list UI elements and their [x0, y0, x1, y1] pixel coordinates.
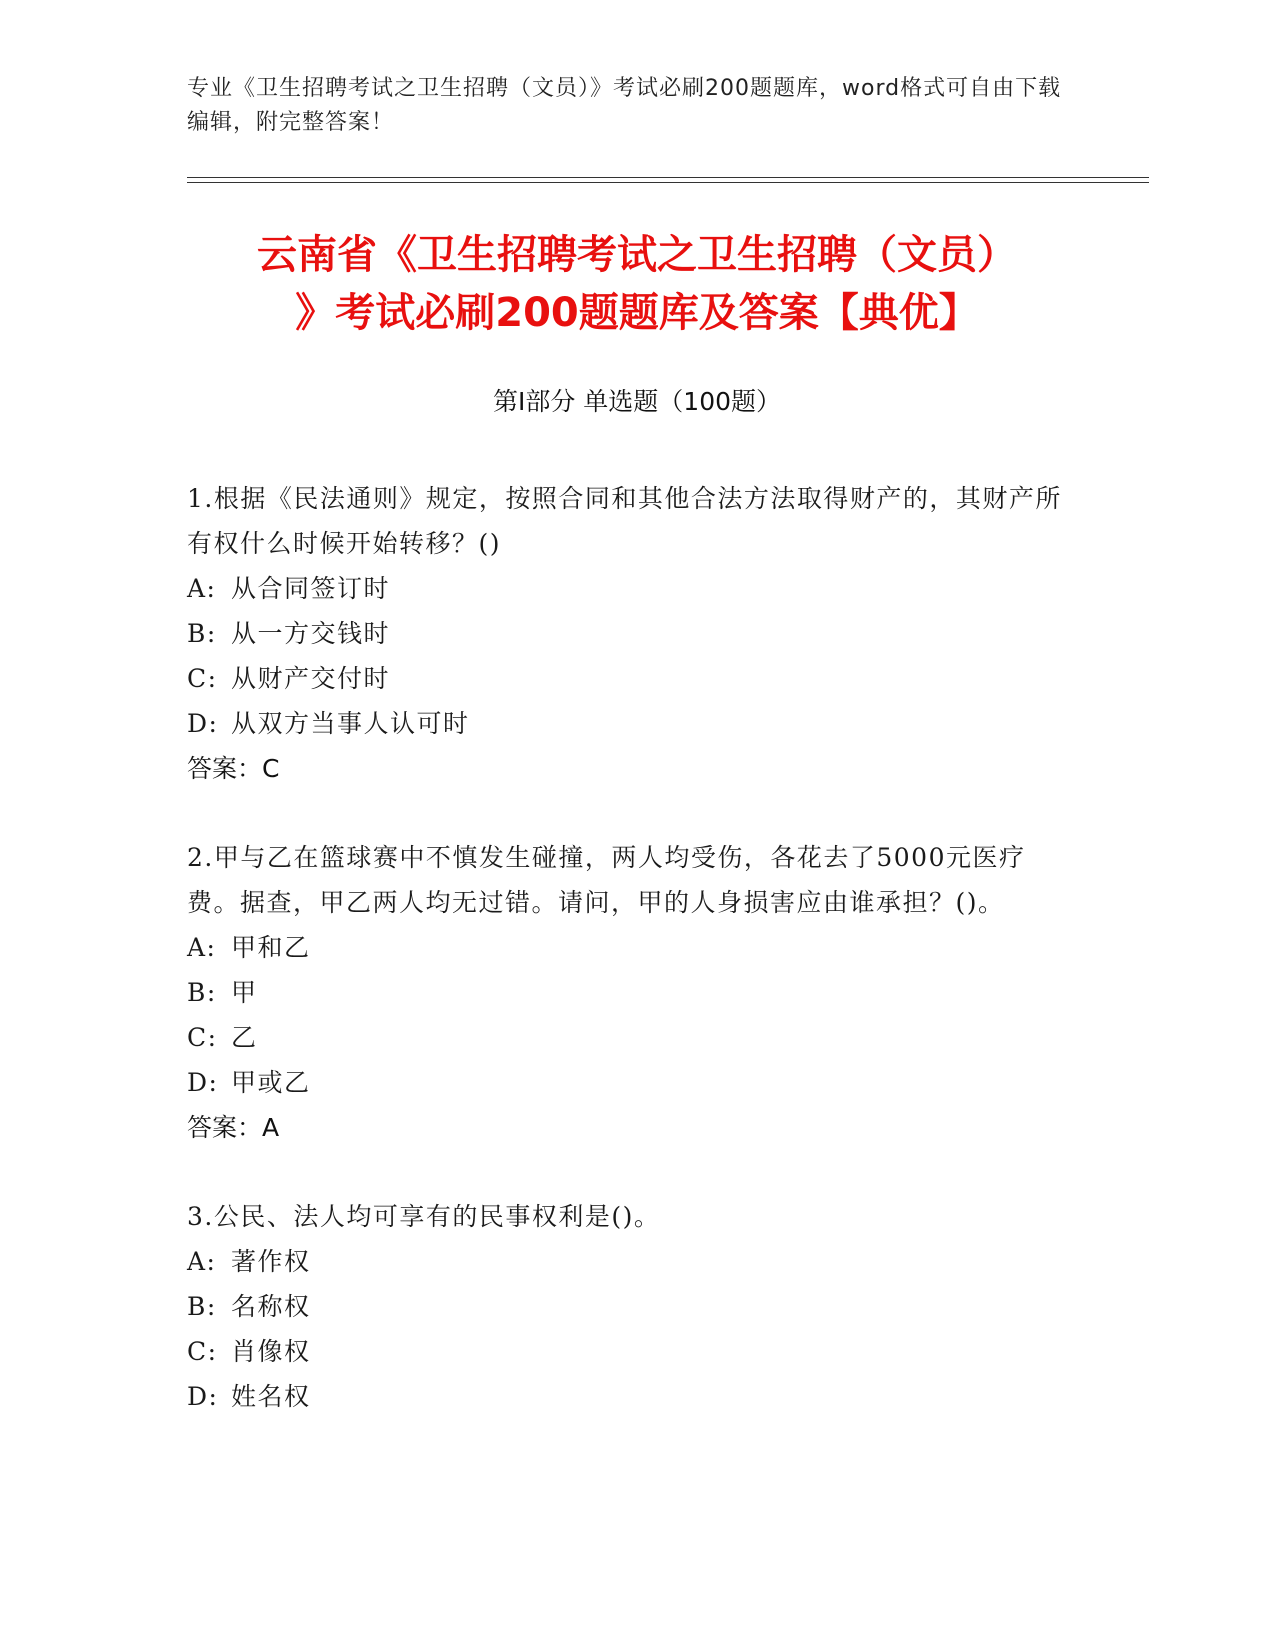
option-c [187, 656, 1067, 701]
option-letter: B: [187, 619, 217, 648]
option-text: 从双方当事人认可时 [231, 709, 470, 738]
option-text: 甲或乙 [231, 1068, 311, 1097]
title-line-1: 云南省《卫生招聘考试之卫生招聘（文员） [257, 232, 1017, 278]
question-stem: 3.公民、法人均可享有的民事权利是()。 [187, 1202, 661, 1231]
question-2 [187, 835, 1067, 1150]
document-title [187, 226, 1087, 342]
option-letter: D: [187, 1068, 219, 1097]
option-a [187, 925, 1067, 970]
option-letter: D: [187, 709, 219, 738]
option-d [187, 1374, 1067, 1419]
section-title: 第Ⅰ部分 单选题（100题） [492, 387, 782, 416]
option-text: 甲 [231, 978, 258, 1007]
option-text: 肖像权 [231, 1337, 311, 1366]
answer: 答案：C [187, 754, 280, 783]
question-1 [187, 476, 1067, 791]
option-b [187, 970, 1067, 1015]
option-b [187, 1284, 1067, 1329]
option-letter: C: [187, 1337, 218, 1366]
option-letter: B: [187, 978, 217, 1007]
option-text: 著作权 [231, 1247, 311, 1276]
option-a [187, 1239, 1067, 1284]
option-text: 从财产交付时 [231, 664, 391, 693]
option-d [187, 1060, 1067, 1105]
option-b [187, 611, 1067, 656]
option-c [187, 1329, 1067, 1374]
option-a [187, 566, 1067, 611]
option-text: 名称权 [231, 1292, 311, 1321]
question-stem: 1.根据《民法通则》规定，按照合同和其他合法方法取得财产的，其财产所有权什么时候开始转移？() [187, 484, 1062, 558]
question-stem: 2.甲与乙在篮球赛中不慎发生碰撞，两人均受伤，各花去了5000元医疗费。据查，甲乙两人均无过错。请问，甲的人身损害应由谁承担？()。 [187, 843, 1026, 917]
option-letter: C: [187, 664, 218, 693]
option-letter: C: [187, 1023, 218, 1052]
option-letter: A: [187, 1247, 217, 1276]
option-text: 乙 [231, 1023, 258, 1052]
answer: 答案：A [187, 1113, 280, 1142]
option-d [187, 701, 1067, 746]
option-letter: B: [187, 1292, 217, 1321]
option-letter: D: [187, 1382, 219, 1411]
option-letter: A: [187, 574, 217, 603]
header-rule-bottom [187, 182, 1149, 183]
option-text: 从一方交钱时 [231, 619, 391, 648]
question-3 [187, 1194, 1067, 1419]
option-text: 从合同签订时 [231, 574, 391, 603]
option-text: 姓名权 [231, 1382, 311, 1411]
header-note: 专业《卫生招聘考试之卫生招聘（文员）》考试必刷200题题库，word格式可自由下载编辑，附完整答案！ [187, 76, 1062, 135]
option-letter: A: [187, 933, 217, 962]
option-text: 甲和乙 [231, 933, 311, 962]
header-rule-top [187, 177, 1149, 178]
option-c [187, 1015, 1067, 1060]
title-line-2: 》考试必刷200题题库及答案【典优】 [295, 290, 979, 336]
question-list [187, 476, 1067, 1463]
